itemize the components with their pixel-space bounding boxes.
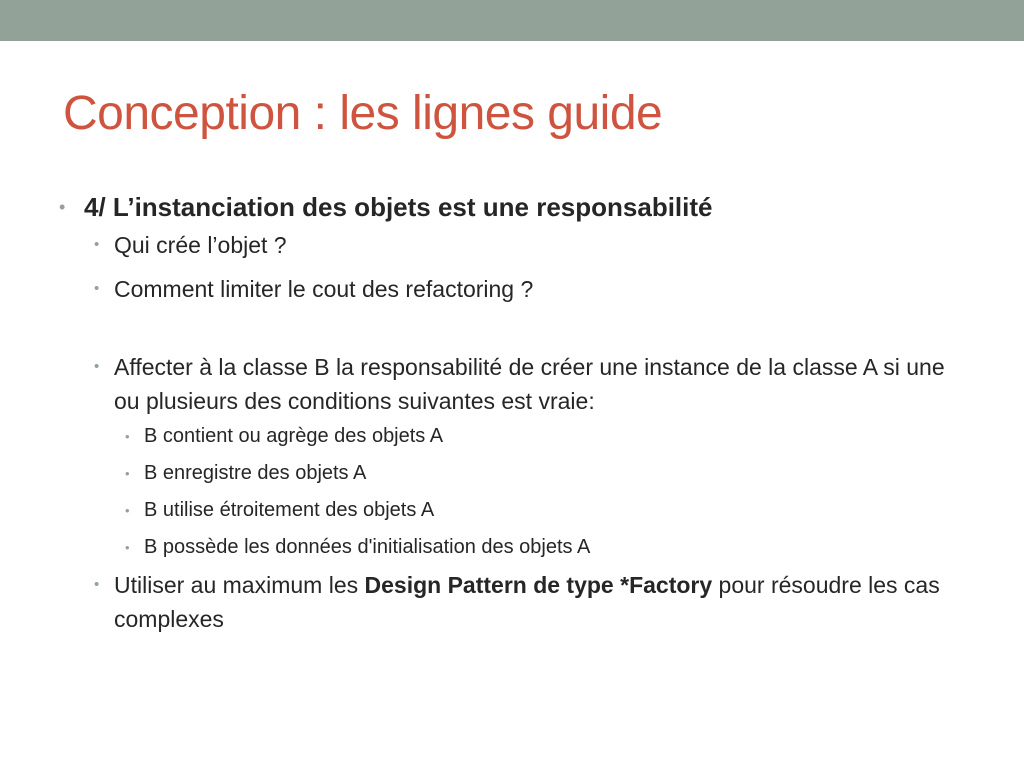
- condition-bullet: [125, 492, 958, 529]
- final-text-bold: Design Pattern de type *Factory: [364, 572, 713, 598]
- rule-text: Affecter à la classe B la responsabilité de créer une instance de la classe A si une ou plusieurs des conditions suivantes est vraie:: [114, 354, 945, 414]
- main-bullet-text: 4/ L’instanciation des objets est une responsabilité: [84, 192, 713, 222]
- condition-bullet: [125, 455, 958, 492]
- bullet-icon: •: [125, 429, 130, 444]
- condition-bullet: [125, 418, 958, 455]
- final-bullet: [94, 568, 958, 636]
- slide-body: [58, 186, 958, 636]
- condition-text: B contient ou agrège des objets A: [144, 425, 444, 447]
- condition-text: B utilise étroitement des objets A: [144, 499, 435, 521]
- bullet-icon: •: [125, 466, 130, 481]
- condition-text: B enregistre des objets A: [144, 462, 367, 484]
- bullet-icon: •: [125, 503, 130, 518]
- rule-bullet: [94, 350, 958, 418]
- question-bullet: [94, 272, 958, 306]
- bullet-icon: •: [94, 280, 100, 297]
- spacer: [58, 306, 958, 352]
- main-bullet: [58, 186, 958, 228]
- final-text-before: Utiliser au maximum les: [114, 572, 365, 598]
- condition-text: B possède les données d'initialisation des objets A: [144, 536, 591, 558]
- bullet-icon: •: [125, 540, 130, 555]
- condition-bullet: [125, 529, 958, 566]
- question-text: Qui crée l’objet ?: [114, 232, 287, 258]
- slide-title: Conception : les lignes guide: [63, 87, 663, 140]
- top-color-band: [0, 0, 1024, 41]
- final-text-after: pour résoudre les cas complexes: [114, 572, 940, 632]
- bullet-icon: •: [59, 197, 66, 217]
- bullet-icon: •: [94, 236, 100, 253]
- bullet-icon: •: [94, 358, 100, 375]
- question-text: Comment limiter le cout des refactoring ?: [114, 276, 534, 302]
- question-bullet: [94, 228, 958, 262]
- bullet-icon: •: [94, 576, 100, 593]
